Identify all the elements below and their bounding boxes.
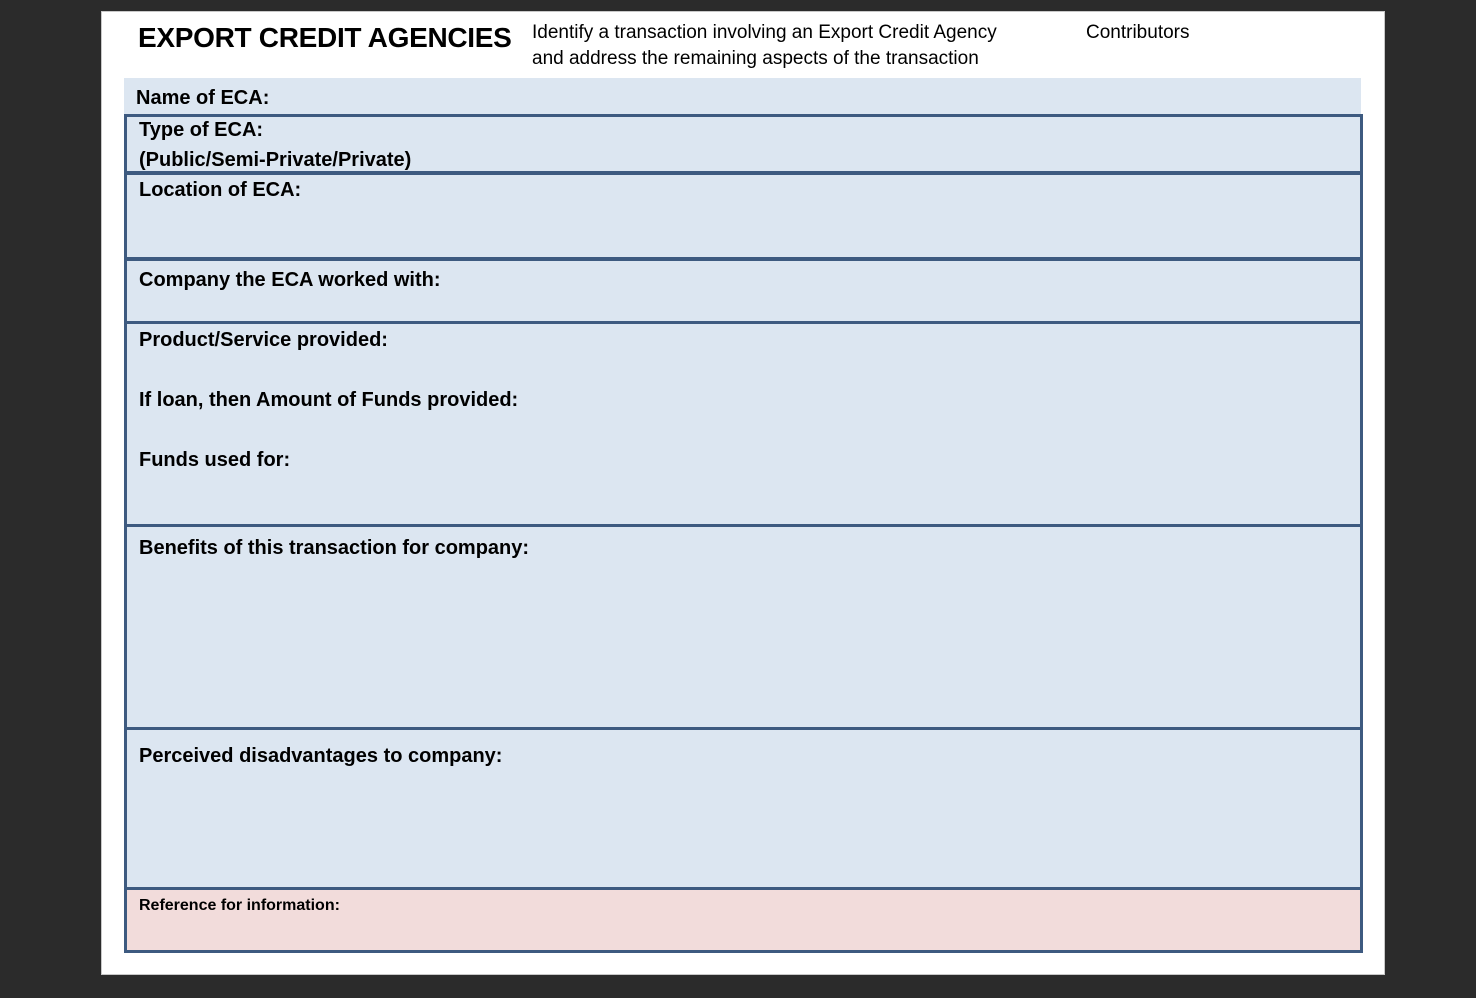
- page-title: EXPORT CREDIT AGENCIES: [138, 22, 512, 53]
- benefits-field[interactable]: [124, 524, 1363, 730]
- funds-used-for-label: Funds used for:: [139, 449, 291, 471]
- product-service-label: Product/Service provided:: [139, 329, 388, 351]
- location-of-eca-label: Location of ECA:: [139, 179, 302, 201]
- type-of-eca-options: (Public/Semi-Private/Private): [139, 149, 412, 171]
- reference-field[interactable]: [124, 887, 1363, 953]
- type-of-eca-field[interactable]: [124, 114, 1363, 174]
- company-field[interactable]: [124, 258, 1363, 324]
- loan-amount-label: If loan, then Amount of Funds provided:: [139, 389, 519, 411]
- reference-label: Reference for information:: [139, 897, 340, 914]
- location-of-eca-field[interactable]: [124, 172, 1363, 260]
- benefits-label: Benefits of this transaction for company:: [139, 537, 530, 559]
- worksheet-page: [101, 11, 1385, 975]
- name-of-eca-label: Name of ECA:: [136, 87, 270, 109]
- company-label: Company the ECA worked with:: [139, 269, 441, 291]
- disadvantages-field[interactable]: [124, 727, 1363, 890]
- type-of-eca-label: Type of ECA:: [139, 119, 264, 141]
- instruction-line-2: and address the remaining aspects of the transaction: [532, 48, 979, 69]
- name-of-eca-field[interactable]: [124, 78, 1361, 116]
- instruction-line-1: Identify a transaction involving an Export Credit Agency: [532, 22, 997, 43]
- product-service-field[interactable]: [124, 321, 1363, 527]
- instructions: [532, 20, 997, 72]
- disadvantages-label: Perceived disadvantages to company:: [139, 745, 503, 767]
- contributors-label[interactable]: Contributors: [1086, 22, 1190, 43]
